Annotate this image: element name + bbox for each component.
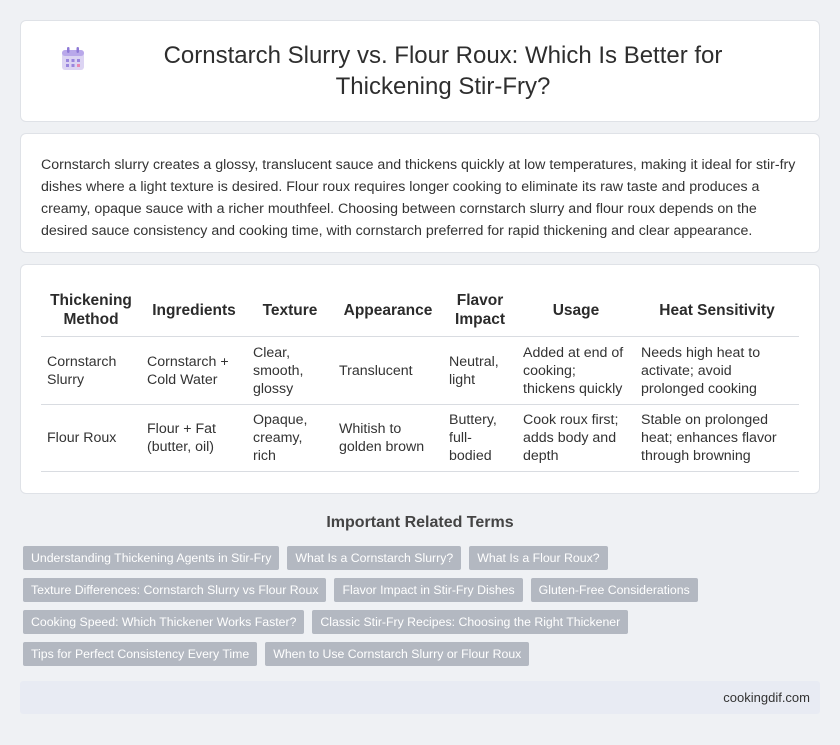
- column-header: Heat Sensitivity: [635, 291, 799, 337]
- related-term-tag[interactable]: Understanding Thickening Agents in Stir-Fry: [23, 546, 279, 570]
- column-header: Usage: [517, 291, 635, 337]
- related-terms-heading: Important Related Terms: [326, 514, 514, 531]
- title-wrap: [60, 40, 780, 102]
- table-cell: Needs high heat to activate; avoid prolonged cooking: [635, 337, 799, 405]
- table-cell: Neutral, light: [443, 337, 517, 405]
- footer-site-name: cookingdif.com: [723, 690, 810, 705]
- related-term-tag[interactable]: When to Use Cornstarch Slurry or Flour Roux: [265, 642, 529, 666]
- table-cell: Stable on prolonged heat; enhances flavor through browning: [635, 405, 799, 472]
- related-term-tag[interactable]: Texture Differences: Cornstarch Slurry vs Flour Roux: [23, 578, 326, 602]
- related-term-tag[interactable]: What Is a Cornstarch Slurry?: [287, 546, 461, 570]
- column-header: Flavor Impact: [443, 291, 517, 337]
- intro-card: [20, 133, 820, 253]
- related-term-tag[interactable]: Classic Stir-Fry Recipes: Choosing the Right Thickener: [312, 610, 628, 634]
- table-row: [41, 405, 799, 472]
- table-cell: Buttery, full-bodied: [443, 405, 517, 472]
- related-term-tag[interactable]: Gluten-Free Considerations: [531, 578, 698, 602]
- comparison-table: [41, 291, 799, 472]
- table-cell: Clear, smooth, glossy: [247, 337, 333, 405]
- table-row: [41, 337, 799, 405]
- footer: [20, 681, 820, 714]
- table-cell: Whitish to golden brown: [333, 405, 443, 472]
- tag-row: [23, 578, 820, 602]
- table-cell: Added at end of cooking; thickens quickly: [517, 337, 635, 405]
- column-header: Ingredients: [141, 291, 247, 337]
- calendar-icon: [60, 46, 86, 72]
- intro-paragraph: Cornstarch slurry creates a glossy, translucent sauce and thickens quickly at low temperatures, making it ideal for stir-fry dishes where a light texture is desired. Flour roux requires longer cooking to eliminate its raw taste and produces a creamy, opaque sauce with a richer mouthfeel. Choosing between cornstarch slurry and flour roux depends on the desired sauce consistency and cooking time, with cornstarch preferred for rapid thickening and clear appearance.: [41, 157, 796, 239]
- tag-row: [23, 642, 820, 666]
- column-header: Texture: [247, 291, 333, 337]
- comparison-table-card: [20, 264, 820, 494]
- table-header-row: [41, 291, 799, 337]
- title-card: [20, 20, 820, 122]
- related-term-tag[interactable]: What Is a Flour Roux?: [469, 546, 607, 570]
- related-term-tag[interactable]: Tips for Perfect Consistency Every Time: [23, 642, 257, 666]
- related-term-tag[interactable]: Cooking Speed: Which Thickener Works Faster?: [23, 610, 304, 634]
- table-cell: Translucent: [333, 337, 443, 405]
- tag-row: [23, 610, 820, 634]
- table-cell: Flour Roux: [41, 405, 141, 472]
- table-cell: Cornstarch + Cold Water: [141, 337, 247, 405]
- column-header: Thickening Method: [41, 291, 141, 337]
- table-cell: Opaque, creamy, rich: [247, 405, 333, 472]
- related-terms-list: [20, 546, 820, 674]
- tag-row: [23, 546, 820, 570]
- related-term-tag[interactable]: Flavor Impact in Stir-Fry Dishes: [334, 578, 522, 602]
- column-header: Appearance: [333, 291, 443, 337]
- table-cell: Cornstarch Slurry: [41, 337, 141, 405]
- page-title: Cornstarch Slurry vs. Flour Roux: Which Is Better for Thickening Stir-Fry?: [163, 42, 723, 100]
- table-cell: Flour + Fat (butter, oil): [141, 405, 247, 472]
- table-cell: Cook roux first; adds body and depth: [517, 405, 635, 472]
